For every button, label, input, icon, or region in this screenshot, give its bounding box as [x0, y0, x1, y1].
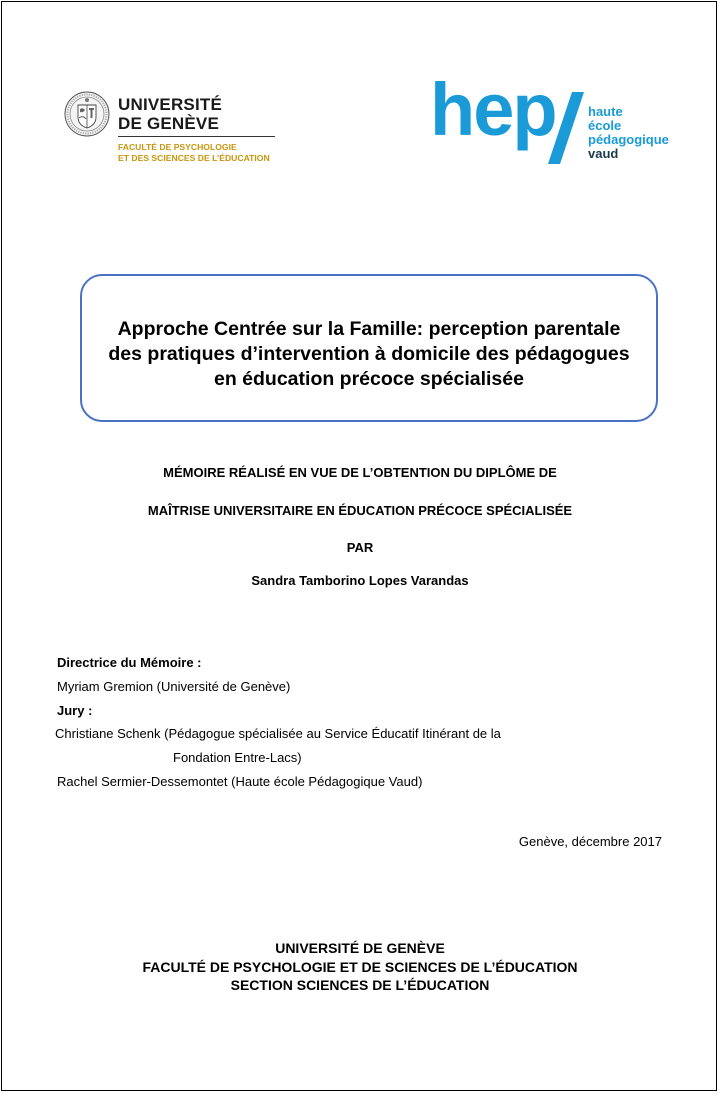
memoire-line2: MAÎTRISE UNIVERSITAIRE EN ÉDUCATION PRÉCOCE SPÉCIALISÉE: [147, 503, 573, 518]
hep-sub-line4: vaud: [588, 146, 619, 161]
title-line2: des pratiques d’intervention à domicile des pédagogues: [108, 343, 630, 365]
jury-member-2: Rachel Sermier-Dessemontet (Haute école Pédagogique Vaud): [57, 774, 423, 789]
director-label: Directrice du Mémoire :: [57, 655, 202, 670]
hep-slash-icon: [548, 92, 584, 164]
title-line1: Approche Centrée sur la Famille: perception parentale: [117, 318, 621, 340]
unige-seal-icon: [64, 91, 110, 137]
title-line3: en éducation précoce spécialisée: [214, 368, 524, 390]
memoire-line1: MÉMOIRE RÉALISÉ EN VUE DE L’OBTENTION DU DIPLÔME DE: [163, 465, 557, 480]
footer-line1: UNIVERSITÉ DE GENÈVE: [275, 940, 445, 956]
unige-name-line1: UNIVERSITÉ: [118, 95, 223, 114]
unige-faculty: [118, 142, 270, 164]
footer-line3: SECTION SCIENCES DE L’ÉDUCATION: [230, 977, 490, 993]
unige-faculty-line1: FACULTÉ DE PSYCHOLOGIE: [118, 142, 237, 152]
hep-sub-line2: école: [588, 118, 622, 133]
jury-label: Jury :: [57, 703, 93, 718]
hep-logo: [430, 68, 690, 170]
memoire-par: PAR: [346, 540, 374, 555]
unige-divider: [118, 136, 275, 137]
unige-faculty-line2: ET DES SCIENCES DE L’ÉDUCATION: [118, 153, 270, 163]
title-box: [80, 274, 658, 422]
thesis-title: [82, 317, 656, 392]
jury-member-1-line2: Fondation Entre-Lacs): [173, 750, 302, 765]
unige-logo: [64, 91, 284, 171]
jury-member-1-line1: Christiane Schenk (Pédagogue spécialisée au Service Éducatif Itinérant de la: [55, 726, 501, 741]
hep-wordmark: hep: [430, 68, 556, 151]
unige-name: [118, 95, 222, 133]
unige-name-line2: DE GENÈVE: [118, 114, 219, 133]
author-name: Sandra Tamborino Lopes Varandas: [251, 573, 469, 588]
place-date: Genève, décembre 2017: [518, 834, 662, 849]
director-name: Myriam Gremion (Université de Genève): [57, 679, 291, 694]
hep-sub-line3: pédagogique: [588, 132, 669, 147]
hep-sub-line1: haute: [588, 104, 623, 119]
footer-line2: FACULTÉ DE PSYCHOLOGIE ET DE SCIENCES DE L’ÉDUCATION: [142, 959, 578, 975]
hep-subtitle: [588, 105, 669, 161]
